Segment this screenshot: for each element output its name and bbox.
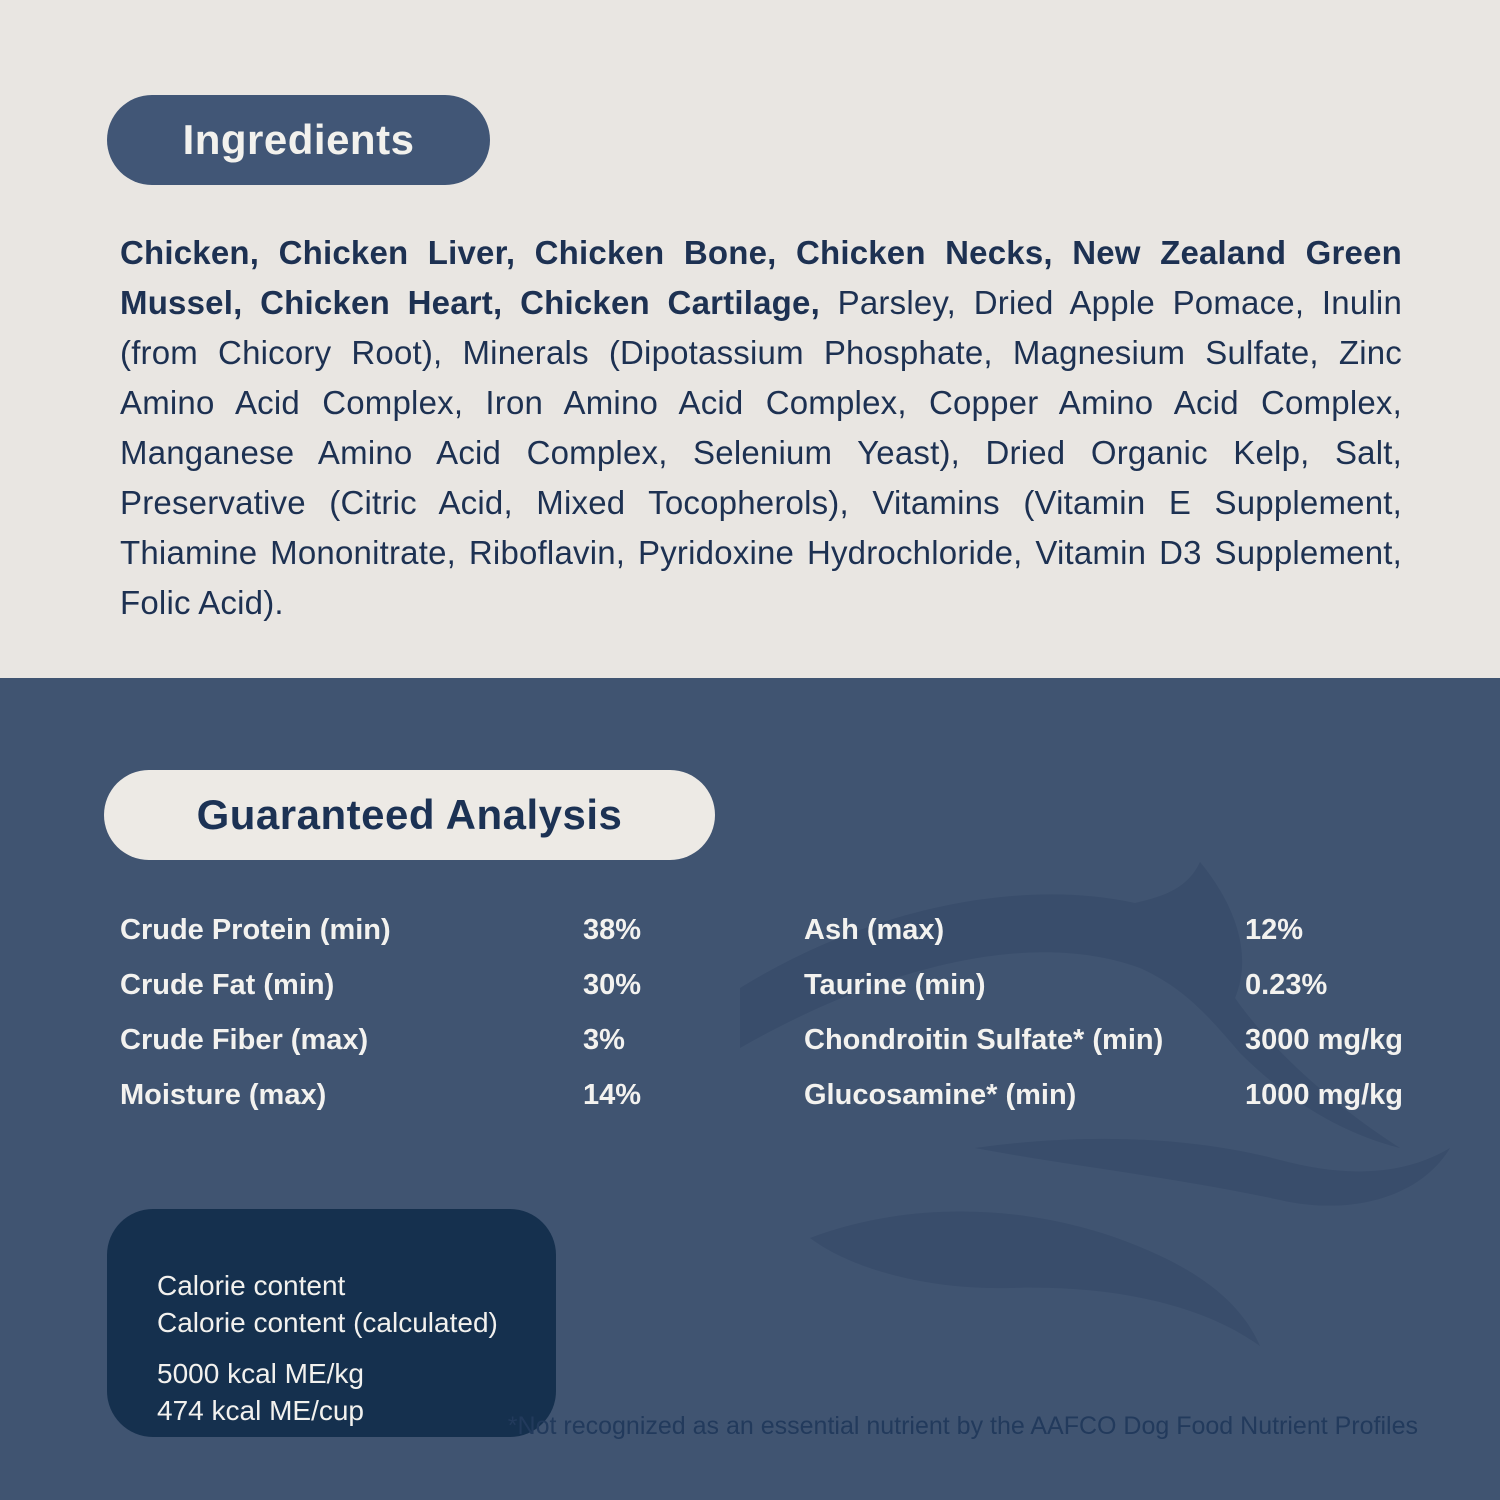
calorie-content-box — [107, 1209, 556, 1437]
analysis-row-taurine — [804, 969, 1464, 1009]
analysis-label: Crude Fiber (max) — [120, 1024, 369, 1056]
analysis-row-glucosamine — [804, 1079, 1464, 1119]
analysis-row-ash — [804, 914, 1464, 954]
ingredients-section — [0, 0, 1500, 678]
analysis-value: 0.23% — [1245, 969, 1328, 1001]
analysis-row-chondroitin — [804, 1024, 1464, 1064]
analysis-label: Crude Fat (min) — [120, 969, 335, 1001]
analysis-label: Moisture (max) — [120, 1079, 327, 1111]
analysis-label: Glucosamine* (min) — [804, 1079, 1077, 1111]
ingredients-heading: Ingredients — [182, 116, 415, 163]
analysis-label: Ash (max) — [804, 914, 945, 946]
analysis-row-crude-fiber — [120, 1024, 800, 1064]
analysis-value: 3000 mg/kg — [1245, 1024, 1403, 1056]
analysis-value: 30% — [583, 969, 642, 1001]
guaranteed-analysis-heading-pill — [104, 770, 715, 860]
ingredients-heading-pill — [107, 95, 490, 185]
analysis-value: 38% — [583, 914, 642, 946]
analysis-value: 3% — [583, 1024, 625, 1056]
analysis-value: 12% — [1245, 914, 1304, 946]
calorie-line-3: 5000 kcal ME/kg — [157, 1358, 364, 1389]
analysis-row-crude-fat — [120, 969, 800, 1009]
analysis-label: Crude Protein (min) — [120, 914, 391, 946]
ingredients-paragraph — [120, 228, 1402, 628]
analysis-value: 14% — [583, 1079, 642, 1111]
calorie-heading-lines — [157, 1267, 536, 1341]
ingredients-primary-bold: Chicken, Chicken Liver, Chicken Bone, Chicken Necks, New Zealand Green Mussel, Chicken Heart, Chicken Cartilage, — [120, 234, 1402, 321]
ingredients-rest: Parsley, Dried Apple Pomace, Inulin (from Chicory Root), Minerals (Dipotassium Phosphate, Magnesium Sulfate, Zinc Amino Acid Complex, Iron Amino Acid Complex, Copper Amino Acid Complex, Manganese Amino Acid Complex, Selenium Yeast), Dried Organic Kelp, Salt, Preservative (Citric Acid, Mixed Tocopherols), Vitamins (Vitamin E Supplement, Thiamine Mononitrate, Riboflavin, Pyridoxine Hydrochloride, Vitamin D3 Supplement, Folic Acid). — [120, 284, 1403, 621]
analysis-label: Taurine (min) — [804, 969, 986, 1001]
analysis-label: Chondroitin Sulfate* (min) — [804, 1024, 1164, 1056]
analysis-row-moisture — [120, 1079, 800, 1119]
calorie-line-1: Calorie content — [157, 1270, 346, 1301]
aafco-footnote: *Not recognized as an essential nutrient by the AAFCO Dog Food Nutrient Profiles — [507, 1412, 1418, 1440]
calorie-line-2: Calorie content (calculated) — [157, 1307, 498, 1338]
guaranteed-analysis-section — [0, 678, 1500, 1500]
guaranteed-analysis-heading: Guaranteed Analysis — [196, 791, 623, 838]
analysis-value: 1000 mg/kg — [1245, 1079, 1403, 1111]
analysis-row-crude-protein — [120, 914, 800, 954]
calorie-line-4: 474 kcal ME/cup — [157, 1395, 364, 1426]
calorie-value-lines — [157, 1355, 536, 1429]
